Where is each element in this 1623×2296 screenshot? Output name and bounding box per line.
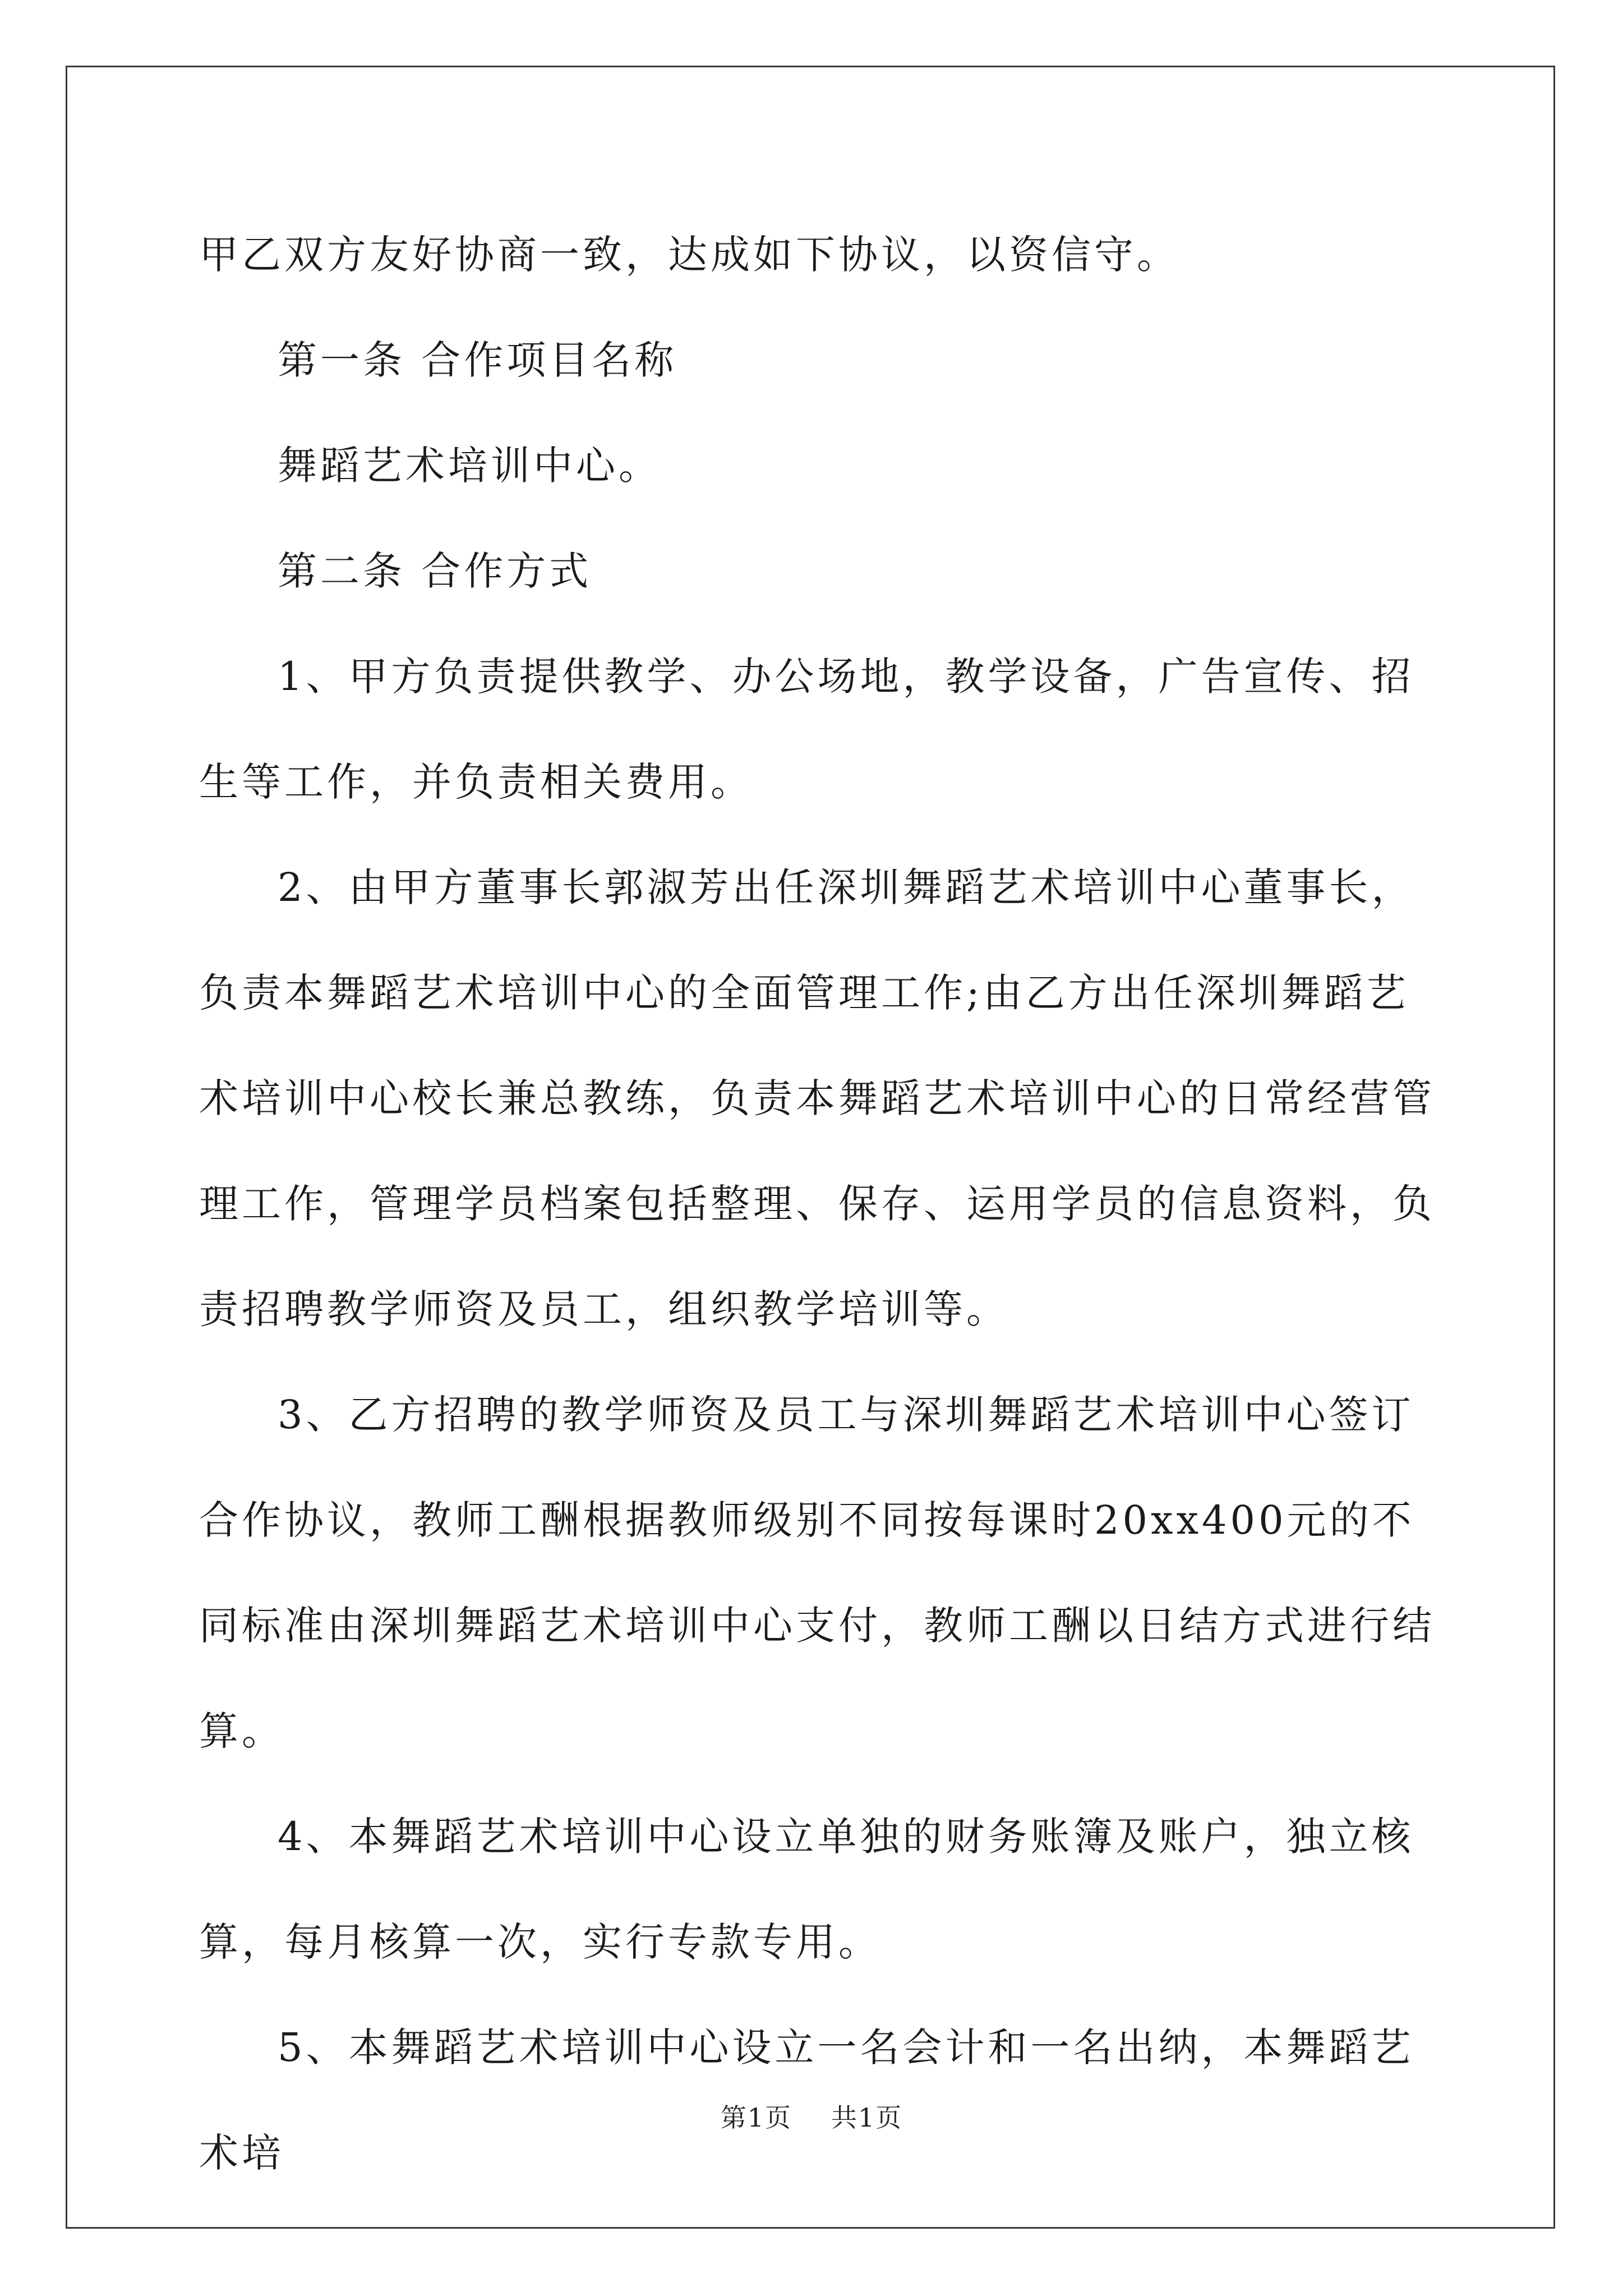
page-number-current: 第1页 — [720, 2102, 792, 2133]
paragraph-project-name: 舞蹈艺术培训中心。 — [278, 443, 661, 489]
page-number-total: 共1页 — [831, 2102, 903, 2133]
heading-article-2: 第二条 合作方式 — [278, 548, 592, 594]
paragraph-intro: 甲乙双方友好协商一致，达成如下协议，以资信守。 — [199, 232, 1179, 278]
clause-3: 3、乙方招聘的教学师资及员工与深圳舞蹈艺术培训中心签订合作协议，教师工酬根据教师级别不同按每课时20xx400元的不同标准由深圳舞蹈艺术培训中心支付，教师工酬以日结方式进行结算。 — [199, 1392, 1435, 1754]
clause-2: 2、由甲方董事长郭淑芳出任深圳舞蹈艺术培训中心董事长，负责本舞蹈艺术培训中心的全面管理工作;由乙方出任深圳舞蹈艺术培训中心校长兼总教练，负责本舞蹈艺术培训中心的日常经营管理工作，管理学员档案包括整理、保存、运用学员的信息资料，负责招聘教学师资及员工，组织教学培训等。 — [199, 864, 1435, 1332]
clause-4: 4、本舞蹈艺术培训中心设立单独的财务账簿及账户，独立核算，每月核算一次，实行专款专用。 — [199, 1814, 1414, 1965]
document-body — [199, 202, 1444, 2206]
clause-5: 5、本舞蹈艺术培训中心设立一名会计和一名出纳，本舞蹈艺术培 — [199, 2024, 1414, 2176]
clause-1: 1、甲方负责提供教学、办公场地，教学设备，广告宣传、招生等工作，并负责相关费用。 — [199, 654, 1414, 805]
heading-article-1: 第一条 合作项目名称 — [278, 337, 677, 383]
page-footer — [0, 2101, 1623, 2134]
